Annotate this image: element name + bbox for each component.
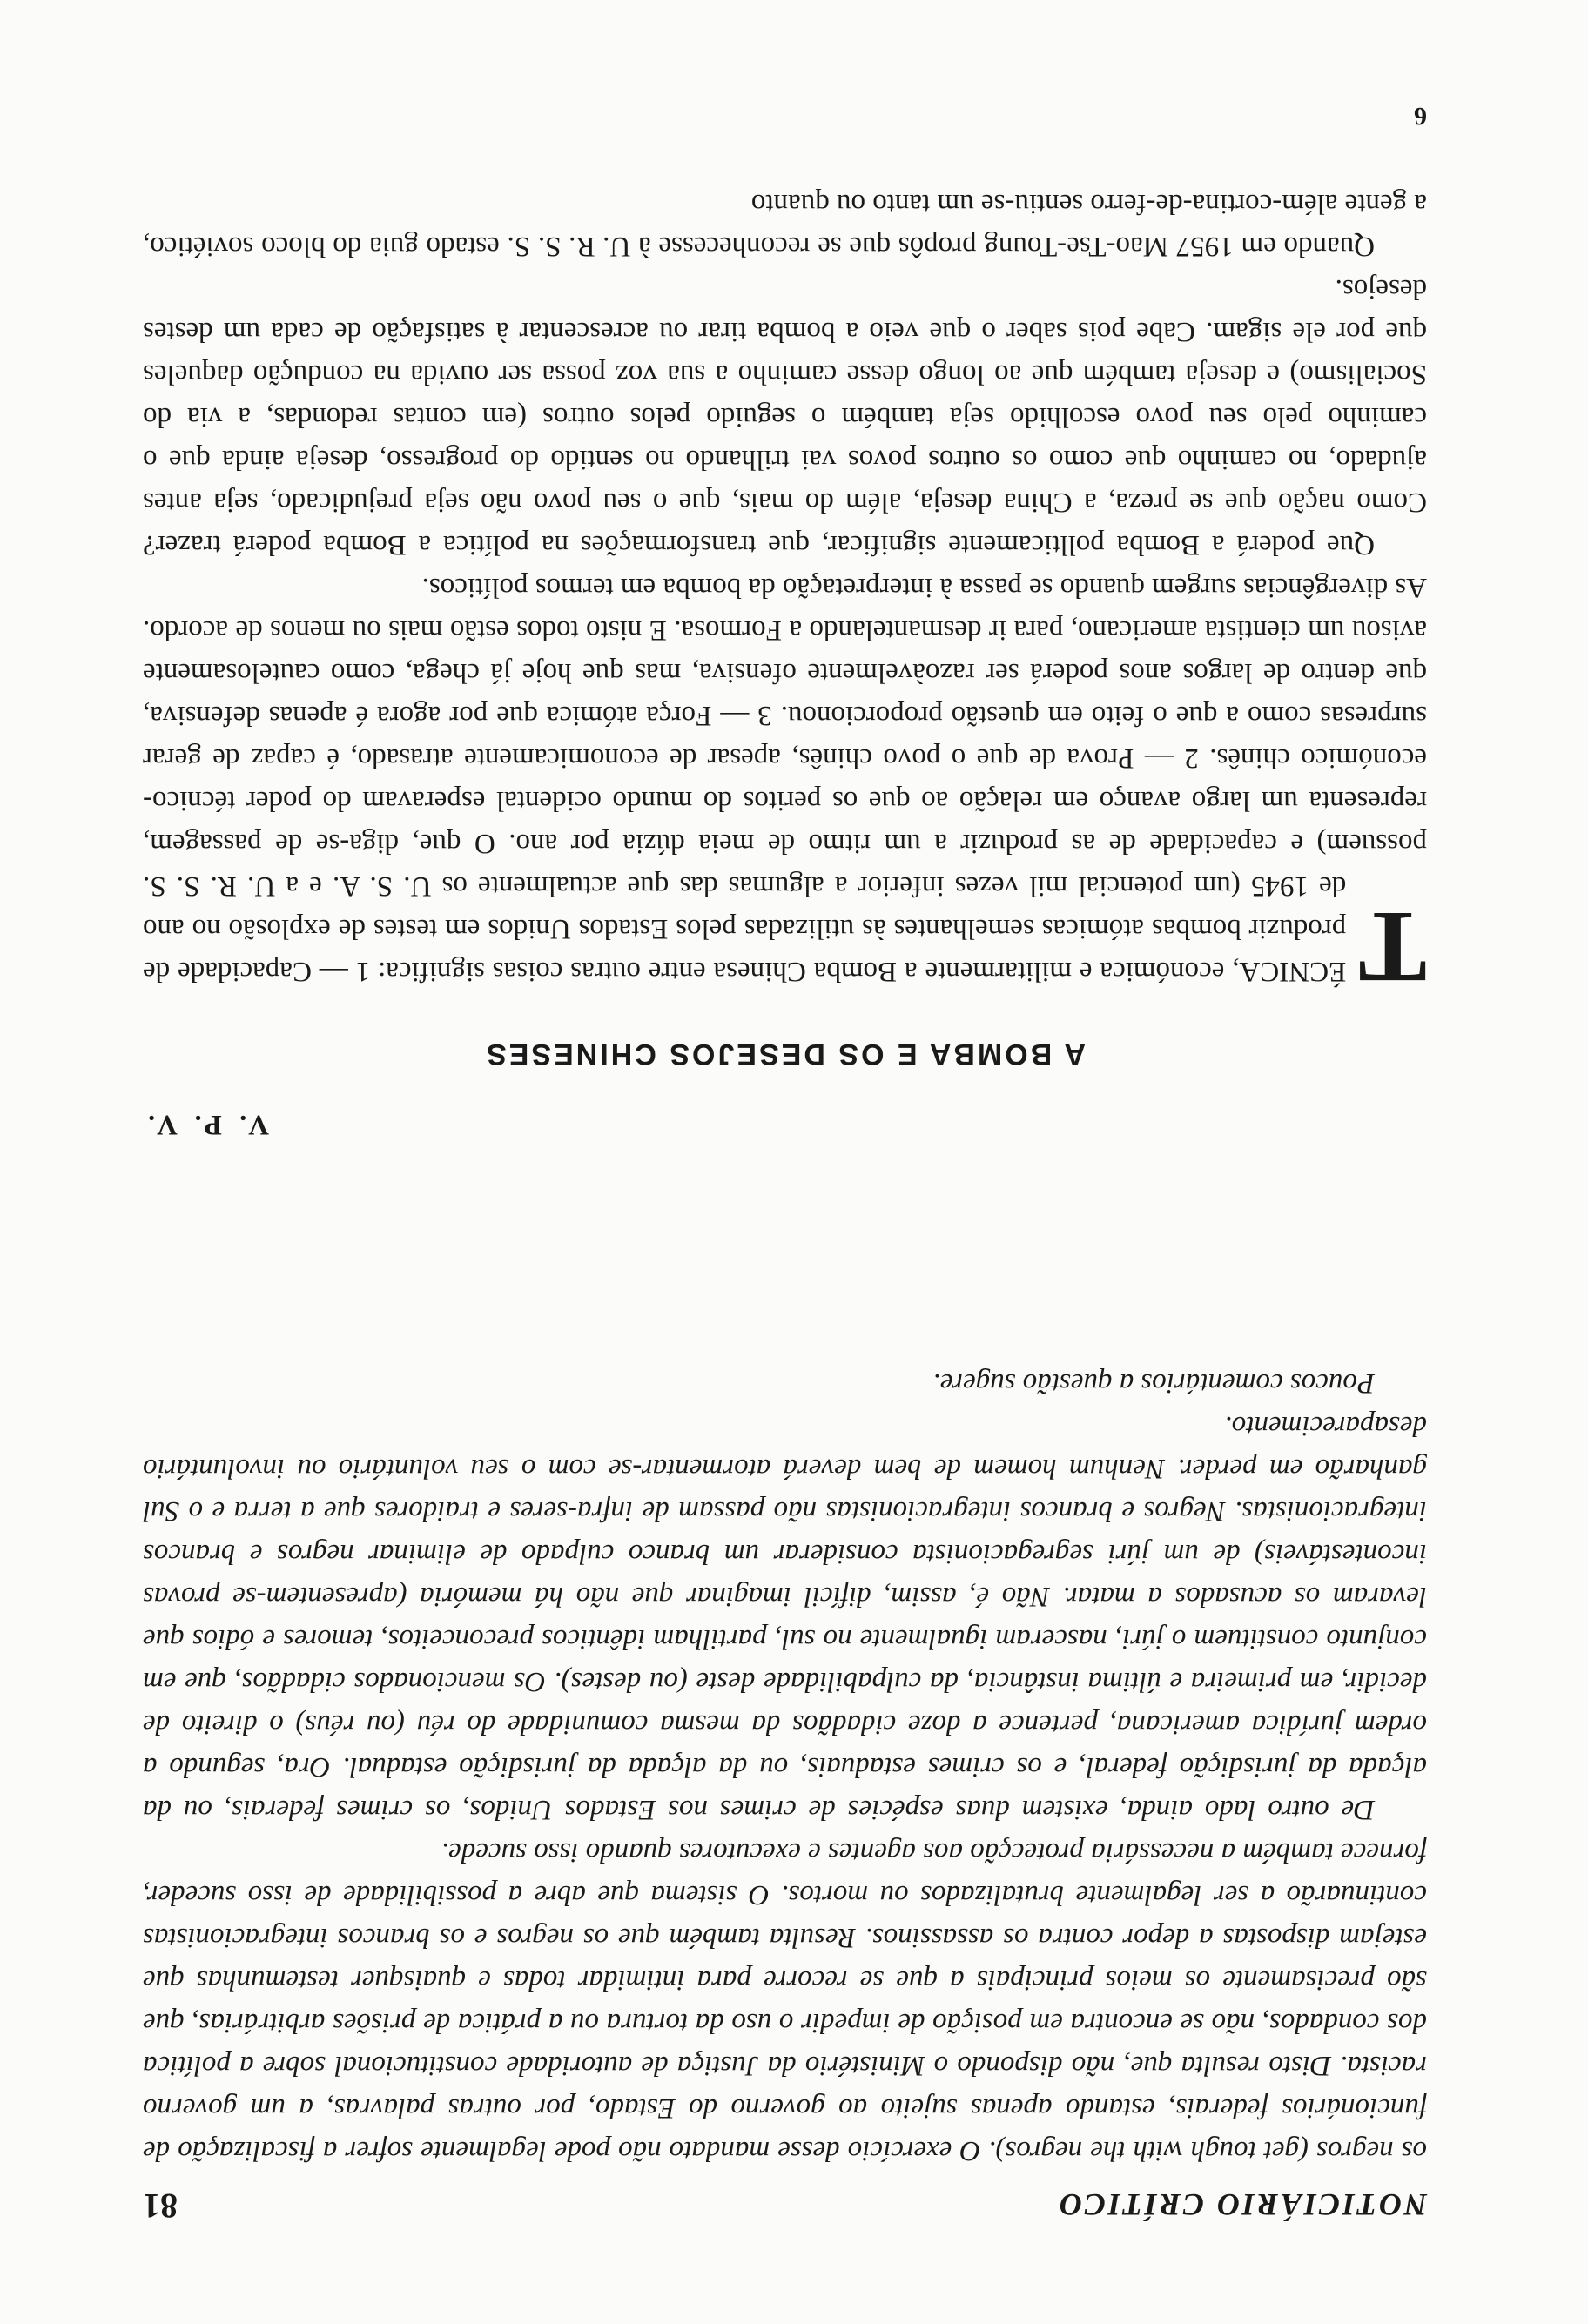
- running-title: NOTICIÁRIO CRÍTICO: [1056, 2187, 1427, 2222]
- paragraph-text: ÉCNICA, económica e militarmente a Bomba Chinesa entre outras coisas significa: 1 — Capacidade de produzir bombas atómicas semelhantes às utilizadas pelos Estados Unidos em testes de explosão no ano de 1945 (um potencial mil vezes inferior a algumas das que actualmente os U. S. A. e a U. R. S. S. possuem) e capacidade de as produzir a um ritmo de meia dúzia por ano. O que, diga-se de passagem, representa um largo avanço em relação ao que os peritos do mundo ocidental esperavam do poder técnico-económico chinês. 2 — Prova de que o povo chinês, apesar de economicamente atrasado, é capaz de gerar surpresas como a que o feito em questão proporcionou. 3 — Força atómica que por agora é apenas defensiva, que dentro de largos anos poderá ser razoàvelmente ofensiva, mas que hoje já chega, como cautelosamente avisou um cientista americano, para ir desmantelando a Formosa. E nisto todos estão mais ou menos de acordo. As divergências surgem quando se passa à interpretação da bomba em termos políticos.: [143, 572, 1427, 987]
- paragraph: Quando em 1957 Mao-Tse-Toung propôs que se reconhecesse à U. R. S. S. estado guia do bloco soviético, a gente além-cortina-de-ferro sentiu-se um tanto ou quanto: [143, 188, 1427, 262]
- running-header: [143, 2186, 1427, 2227]
- drop-cap: T: [1358, 890, 1427, 1004]
- article-continuation: [143, 1361, 1427, 2172]
- closing-remark: Poucos comentários a questão sugere.: [932, 1367, 1375, 1399]
- paragraph: Que poderá a Bomba pollticamente significar, que transformações na política a Bomba poderá trazer? Como nação que se preza, a China deseja, além do mais, que o seu povo não seja prejudicado, seja antes ajudado, no caminho que como os outros povos vai trilhando no sentido do progresso, deseja ainda que o caminho pelo seu povo escolhido seja também o seguido pelos outros (em contas redondas, a via do Socialismo) e deseja também que ao longo desse caminho a sua voz possa ser ouvida na condução daqueles que por ele sigam. Cabe pois saber o que veio a bomba tirar ou acrescentar à satisfação de cada um destes desejos.: [143, 273, 1427, 561]
- article-title: A BOMBA E OS DESEJOS CHINESES: [484, 1038, 1086, 1071]
- paragraph: os negros (get tough with the negros). O exercício desse mandato não pode legalmente sofrer a fiscalização de funcionários federais, estando apenas sujeito ao governo do Estado, por outras palavras, a um governo racista. Disto resulta que, não dispondo o Ministério da Justiça de autoridade constitucional sobre a política dos condados, não se encontra em posição de impedir o uso da tortura ou a prática de prisões arbitrárias, que são precisamente os meios principais a que se recorre para intimidar todas e quaisquer testemunhas que estejam dispostas a depor contra os assassinos. Resulta também que os negros e os brancos integracionistas continuarão a ser legalmente brutalizados ou mortos. O sistema que abre a possibilidade de isso suceder, fornece também a necessária protecção aos agentes e executores quando isso sucede.: [143, 1837, 1427, 2166]
- paragraph: [143, 566, 1427, 1004]
- author-signature: V. P. V.: [143, 1109, 269, 1140]
- paragraph: De outro lado ainda, existem duas espécies de crimes nos Estados Unidos, os crimes federais, ou da alçada da jurisdição federal, e os crimes estaduais, ou da alçada da jurisdição estadual. Ora, segundo a ordem jurídica americana, pertence a doze cidadãos da mesma comunidade do réu (ou réus) o direito de decidir, em primeira e última instância, da culpabilidade deste (ou destes). Os mencionados cidadãos, que em conjunto constituem o júri, nasceram igualmente no sul, partilham idênticos preconceitos, temores e ódios que levaram os acusados a matar. Não é, assim, difícil imaginar que não há memória (apresentem-se provas incontestáveis) de um júri segregacionista considerar um branco culpado de eliminar negros e brancos integracionistas. Negros e brancos integracionistas não passam de infra-seres e traidores que a terra e o Sul ganharão em perder. Nenhum homem de bem deverá atormentar-se com o seu voluntário ou involuntário desaparecimento.: [143, 1410, 1427, 1825]
- page-number: 81: [143, 2186, 178, 2226]
- folio-number: 6: [1414, 102, 1427, 131]
- article-body: [143, 182, 1427, 1004]
